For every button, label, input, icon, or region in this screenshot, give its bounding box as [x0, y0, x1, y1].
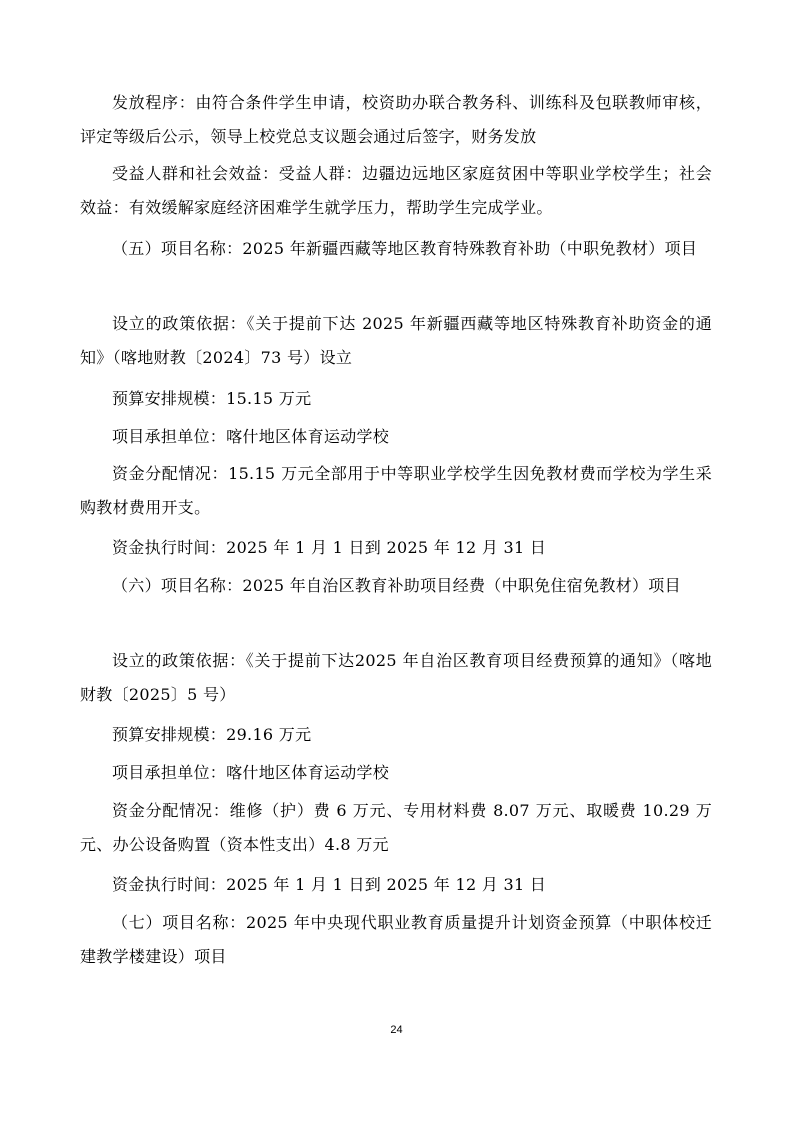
paragraph-undertaking-unit-5: 项目承担单位：喀什地区体育运动学校 — [112, 427, 390, 446]
paragraph-distribution-procedure: 发放程序：由符合条件学生申请，校资助办联合教务科、训练科及包联教师审核，评定等级后公示，领导上校党总支议题会通过后签字，财务发放 — [80, 93, 712, 146]
heading-project-5: （五）项目名称：2025 年新疆西藏等地区教育特殊教育补助（中职免教材）项目 — [112, 239, 698, 258]
paragraph-fund-allocation-6: 资金分配情况：维修（护）费 6 万元、专用材料费 8.07 万元、取暖费 10.29 万元、办公设备购置（资本性支出）4.8 万元 — [80, 801, 712, 854]
paragraph-beneficiaries-benefits: 受益人群和社会效益：受益人群：边疆边远地区家庭贫困中等职业学校学生；社会效益：有效缓解家庭经济困难学生就学压力，帮助学生完成学业。 — [80, 164, 712, 217]
paragraph-execution-time-6: 资金执行时间：2025 年 1 月 1 日到 2025 年 12 月 31 日 — [112, 875, 547, 894]
paragraph-budget-scale-5: 预算安排规模：15.15 万元 — [112, 389, 312, 408]
heading-project-7: （七）项目名称：2025 年中央现代职业教育质量提升计划资金预算（中职体校迁建教学楼建设）项目 — [80, 913, 712, 966]
paragraph-undertaking-unit-6: 项目承担单位：喀什地区体育运动学校 — [112, 763, 390, 782]
paragraph-fund-allocation-5: 资金分配情况：15.15 万元全部用于中等职业学校学生因免教材费而学校为学生采购教材费用开支。 — [80, 464, 712, 517]
page-number: 24 — [390, 1024, 403, 1036]
paragraph-policy-basis-6: 设立的政策依据：《关于提前下达2025 年自治区教育项目经费预算的通知》（喀地财教〔2025〕5 号） — [80, 651, 712, 704]
paragraph-execution-time-5: 资金执行时间：2025 年 1 月 1 日到 2025 年 12 月 31 日 — [112, 538, 547, 557]
paragraph-budget-scale-6: 预算安排规模：29.16 万元 — [112, 725, 312, 744]
heading-project-6: （六）项目名称：2025 年自治区教育补助项目经费（中职免住宿免教材）项目 — [112, 576, 681, 595]
paragraph-policy-basis-5: 设立的政策依据：《关于提前下达 2025 年新疆西藏等地区特殊教育补助资金的通知》（喀地财教〔2024〕73 号）设立 — [80, 314, 712, 367]
